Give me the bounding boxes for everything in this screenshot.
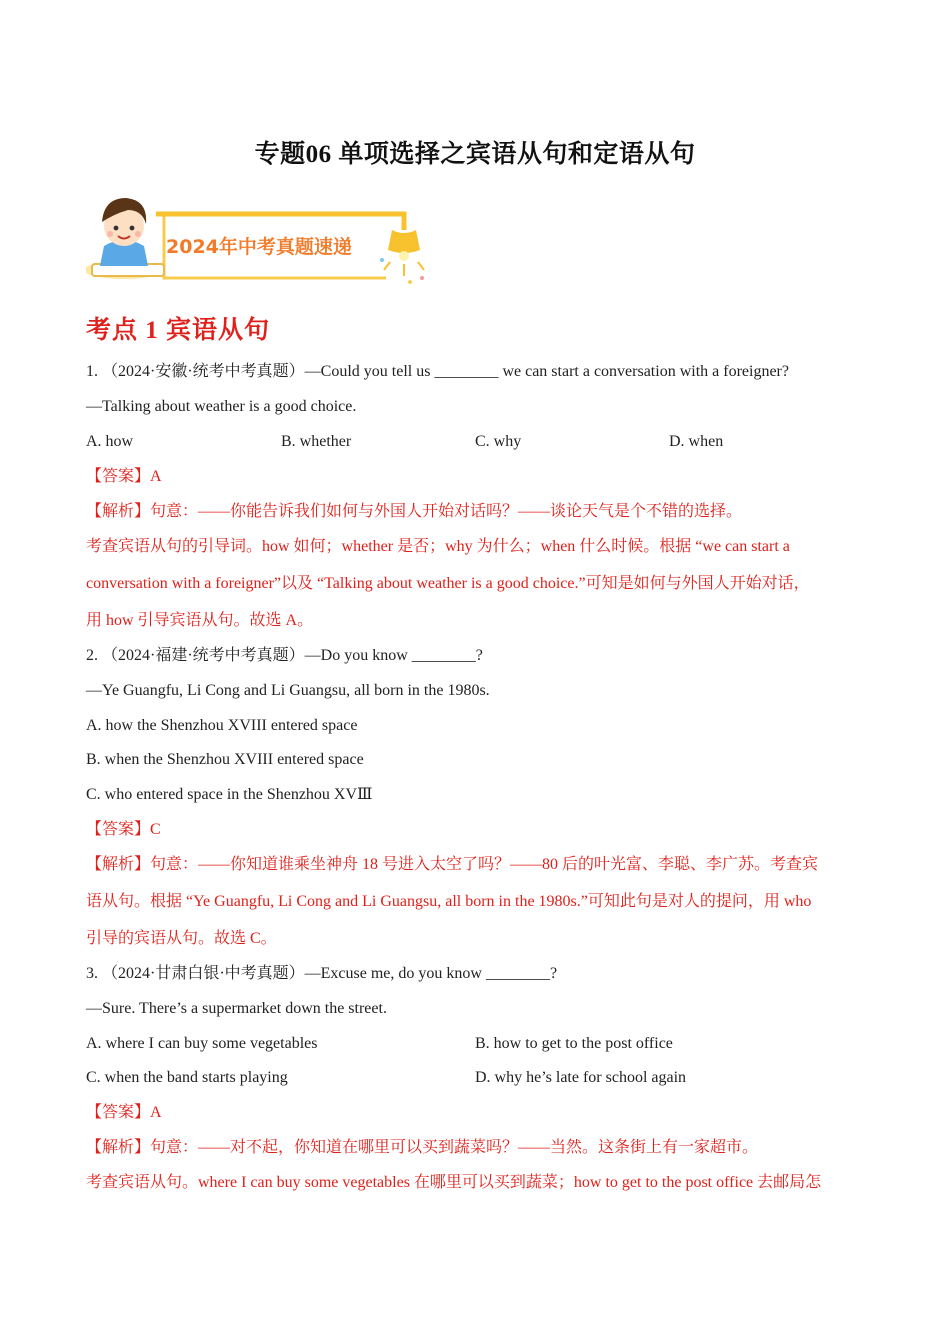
question-3-option-c: C. when the band starts playing xyxy=(86,1069,288,1086)
question-2-analysis-line: 语从句。根据 “Ye Guangfu, Li Cong and Li Guangsu, all born in the 1980s.”可知此句是对人的提问，用 who xyxy=(86,893,812,910)
question-1-option-d: D. when xyxy=(669,433,724,450)
question-1-option-b: B. whether xyxy=(281,433,352,450)
question-3-answer: 【答案】A xyxy=(86,1104,162,1121)
question-3-analysis-line: 考查宾语从句。where I can buy some vegetables 在哪里可以买到蔬菜；how to get to the post office 去邮局怎 xyxy=(86,1174,822,1191)
question-1-reply: —Talking about weather is a good choice. xyxy=(86,398,357,415)
question-1-stem: 1. （2024·安徽·统考中考真题）—Could you tell us ________ we can start a conversation with a foreigner? xyxy=(86,363,789,380)
question-3-option-a: A. where I can buy some vegetables xyxy=(86,1035,318,1052)
question-2-answer: 【答案】C xyxy=(86,821,161,838)
question-3-option-d: D. why he’s late for school again xyxy=(475,1069,687,1086)
question-2-reply: —Ye Guangfu, Li Cong and Li Guangsu, all born in the 1980s. xyxy=(86,682,490,699)
banner-text: 2024年中考真题速递 xyxy=(166,236,352,258)
question-1-analysis-line: 考查宾语从句的引导词。how 如何；whether 是否；why 为什么；when 什么时候。根据 “we can start a xyxy=(86,538,790,555)
question-1-option-c: C. why xyxy=(475,433,522,450)
question-1-answer: 【答案】A xyxy=(86,468,162,485)
section-title: 考点 1 宾语从句 xyxy=(86,317,271,344)
boy-reading-icon xyxy=(86,198,164,279)
question-1-analysis-line: 用 how 引导宾语从句。故选 A。 xyxy=(86,612,314,629)
banner xyxy=(86,190,426,290)
question-2-analysis-line: 【解析】句意：——你知道谁乘坐神舟 18 号进入太空了吗？——80 后的叶光富、李聪、李广苏。考查宾 xyxy=(86,856,819,873)
question-1-option-a: A. how xyxy=(86,433,134,450)
question-3-stem: 3. （2024·甘肃白银·中考真题）—Excuse me, do you know ________? xyxy=(86,965,558,982)
question-3-reply: —Sure. There’s a supermarket down the street. xyxy=(86,1000,387,1017)
lamp-icon xyxy=(380,230,424,284)
banner-graphic xyxy=(86,190,426,290)
question-2-option-c: C. who entered space in the Shenzhou XVⅢ xyxy=(86,786,373,803)
question-2-stem: 2. （2024·福建·统考中考真题）—Do you know ________? xyxy=(86,647,483,664)
question-3-analysis-line: 【解析】句意：——对不起，你知道在哪里可以买到蔬菜吗？——当然。这条街上有一家超市。 xyxy=(86,1139,759,1156)
question-1-analysis-line: conversation with a foreigner”以及 “Talking about weather is a good choice.”可知是如何与外国人开始对话， xyxy=(86,575,810,592)
question-3-option-b: B. how to get to the post office xyxy=(475,1035,673,1052)
page-title: 专题06 单项选择之宾语从句和定语从句 xyxy=(254,141,696,168)
question-2-analysis-line: 引导的宾语从句。故选 C。 xyxy=(86,930,277,947)
question-2-option-a: A. how the Shenzhou XVIII entered space xyxy=(86,717,358,734)
question-1-analysis-line: 【解析】句意：——你能告诉我们如何与外国人开始对话吗？——谈论天气是个不错的选择。 xyxy=(86,503,743,520)
question-2-option-b: B. when the Shenzhou XVIII entered space xyxy=(86,751,364,768)
